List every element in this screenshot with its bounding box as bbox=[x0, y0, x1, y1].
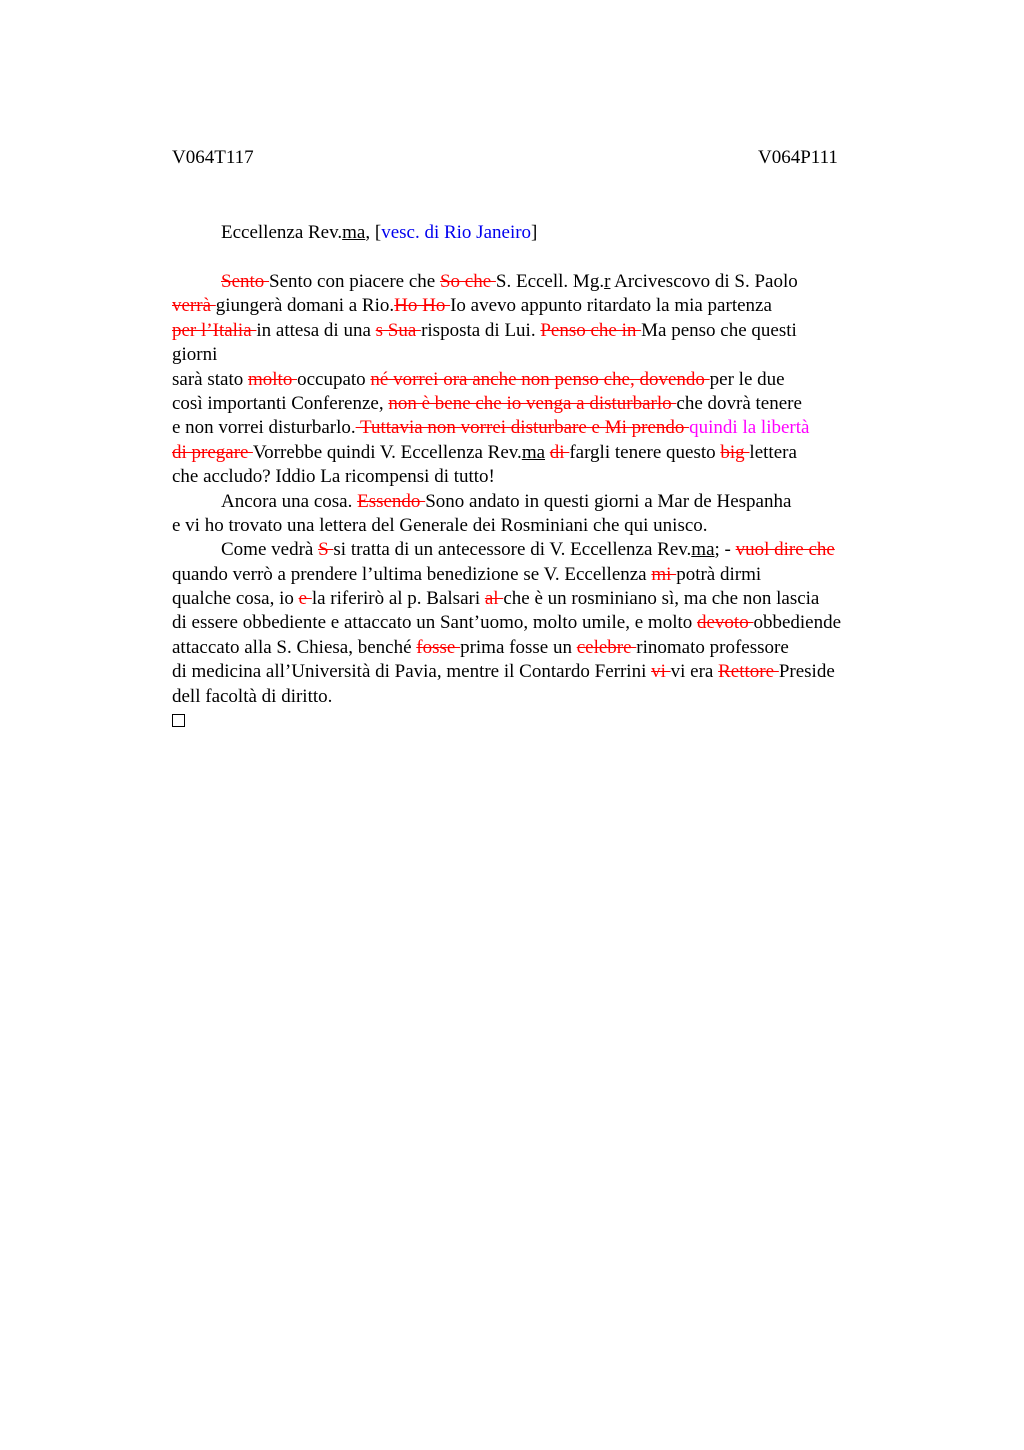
text-run: potrà dirmi bbox=[676, 563, 762, 585]
text-run: e vi ho trovato una lettera del Generale dei Rosminiani che qui unisco. bbox=[172, 514, 708, 536]
salutation-separator: , [ bbox=[365, 222, 382, 243]
text-run: obbediende bbox=[753, 612, 842, 634]
text-run: Io avevo appunto ritardato la mia partenza bbox=[450, 295, 772, 317]
text-run: prima fosse un bbox=[460, 636, 577, 658]
text-run: che dovrà tenere bbox=[676, 392, 802, 414]
deleted-text: molto bbox=[247, 368, 298, 390]
salutation-close: ] bbox=[531, 222, 538, 243]
letter-line-7 bbox=[172, 416, 912, 440]
letter-line-13 bbox=[172, 563, 912, 587]
letter-line-9 bbox=[172, 465, 912, 489]
text-run: S. Eccell. Mg. bbox=[495, 271, 605, 292]
deleted-text: celebre bbox=[576, 636, 637, 658]
text-run: di essere obbediente e attaccato un Sant’uomo, molto umile, e molto bbox=[172, 612, 697, 634]
text-run: quando verrò a prendere l’ultima benedizione se V. Eccellenza bbox=[172, 563, 652, 585]
document-code-right: V064P111 bbox=[758, 147, 838, 168]
deleted-text: Penso che in bbox=[540, 319, 642, 341]
text-run: risposta di Lui. bbox=[421, 319, 541, 341]
deleted-text: di bbox=[549, 441, 570, 463]
deleted-text: di pregare bbox=[172, 441, 253, 463]
text-run: sarà stato bbox=[172, 368, 248, 390]
deleted-text: devoto bbox=[697, 612, 754, 634]
deleted-text: non è bene che io venga a disturbarlo bbox=[388, 392, 677, 414]
deleted-text: Ho Ho bbox=[394, 295, 451, 317]
deleted-text: verrà bbox=[172, 295, 216, 317]
letter-line-11 bbox=[172, 514, 912, 538]
letter-line-17 bbox=[172, 660, 912, 684]
letter-line-6 bbox=[172, 392, 912, 416]
letter-line-10 bbox=[172, 490, 912, 514]
text-run: si tratta di un antecessore di V. Eccellenza Rev. bbox=[333, 539, 692, 561]
text-run: giungerà domani a Rio. bbox=[215, 295, 395, 317]
underlined-abbreviation: ma bbox=[521, 441, 546, 463]
letter-line-15 bbox=[172, 611, 912, 635]
text-run: che accludo? Iddio La ricompensi di tutto! bbox=[172, 466, 495, 488]
letter-body bbox=[172, 270, 912, 727]
letter-line-3 bbox=[172, 319, 912, 343]
underlined-abbreviation: r bbox=[604, 271, 611, 292]
deleted-text: per l’Italia bbox=[172, 319, 257, 341]
text-run: e non vorrei disturbarlo. bbox=[172, 417, 356, 439]
letter-line-2 bbox=[172, 294, 912, 318]
deleted-text: Sento bbox=[221, 271, 270, 292]
letter-line-1 bbox=[172, 270, 912, 294]
deleted-text: s Sua bbox=[375, 319, 422, 341]
text-run: Sono andato in questi giorni a Mar de Hespanha bbox=[425, 490, 792, 512]
text-run: Vorrebbe quindi V. Eccellenza Rev. bbox=[252, 441, 522, 463]
deleted-text: Essendo bbox=[357, 490, 426, 512]
document-code-left: V064T117 bbox=[172, 147, 254, 168]
text-run: ; - bbox=[714, 539, 736, 561]
deleted-text: né vorrei ora anche non penso che, dovendo bbox=[370, 368, 710, 390]
letter-line-12 bbox=[172, 538, 912, 562]
deleted-text: vuol dire che bbox=[735, 539, 835, 561]
text-run: rinomato professore bbox=[636, 636, 789, 658]
deleted-text: So che bbox=[439, 271, 496, 292]
deleted-text: fosse bbox=[416, 636, 461, 658]
text-run: di medicina all’Università di Pavia, mentre il Contardo Ferrini bbox=[172, 661, 652, 683]
text-run: giorni bbox=[172, 344, 218, 366]
letter-line-5 bbox=[172, 368, 912, 392]
text-run: Arcivescovo di S. Paolo bbox=[610, 271, 798, 292]
text-run: Ancora una cosa. bbox=[221, 490, 358, 512]
text-run: attaccato alla S. Chiesa, benché bbox=[172, 636, 417, 658]
deleted-text: Tuttavia non vorrei disturbare e Mi prendo bbox=[355, 417, 690, 439]
deleted-text: S bbox=[318, 539, 334, 561]
salutation-abbreviation: ma bbox=[342, 222, 366, 243]
inserted-text: quindi la libertà bbox=[689, 417, 810, 439]
deleted-text: big bbox=[720, 441, 750, 463]
letter-line-16 bbox=[172, 636, 912, 660]
text-run: in attesa di una bbox=[256, 319, 376, 341]
letter-line-14 bbox=[172, 587, 912, 611]
salutation-prefix: Eccellenza Rev. bbox=[221, 222, 343, 243]
deleted-text: Rettore bbox=[718, 661, 779, 683]
square-outline-icon bbox=[172, 714, 185, 727]
text-run: fargli tenere questo bbox=[569, 441, 721, 463]
deleted-text: vi bbox=[651, 661, 671, 683]
text-run: così importanti Conferenze, bbox=[172, 392, 389, 414]
text-run: Come vedrà bbox=[221, 539, 319, 561]
text-run: lettera bbox=[749, 441, 797, 463]
text-run: che è un rosminiano sì, ma che non lascia bbox=[503, 588, 820, 610]
deleted-text: mi bbox=[651, 563, 677, 585]
text-run: la riferirò al p. Balsari bbox=[311, 588, 485, 610]
letter-line-18 bbox=[172, 685, 912, 709]
text-run: Sento con piacere che bbox=[269, 271, 440, 292]
text-run: vi era bbox=[670, 661, 719, 683]
text-run: dell facoltà di diritto. bbox=[172, 685, 333, 707]
text-run: occupato bbox=[297, 368, 371, 390]
recipient-note: vesc. di Rio Janeiro bbox=[381, 222, 532, 243]
text-run: per le due bbox=[709, 368, 785, 390]
text-run: Preside bbox=[778, 661, 835, 683]
letter-line-4 bbox=[172, 343, 912, 367]
deleted-text: e bbox=[298, 588, 312, 610]
text-run: Ma penso che questi bbox=[641, 319, 797, 341]
letter-line-8 bbox=[172, 441, 912, 465]
salutation bbox=[221, 221, 537, 245]
underlined-abbreviation: ma bbox=[691, 539, 715, 561]
text-run: qualche cosa, io bbox=[172, 588, 299, 610]
deleted-text: al bbox=[484, 588, 504, 610]
